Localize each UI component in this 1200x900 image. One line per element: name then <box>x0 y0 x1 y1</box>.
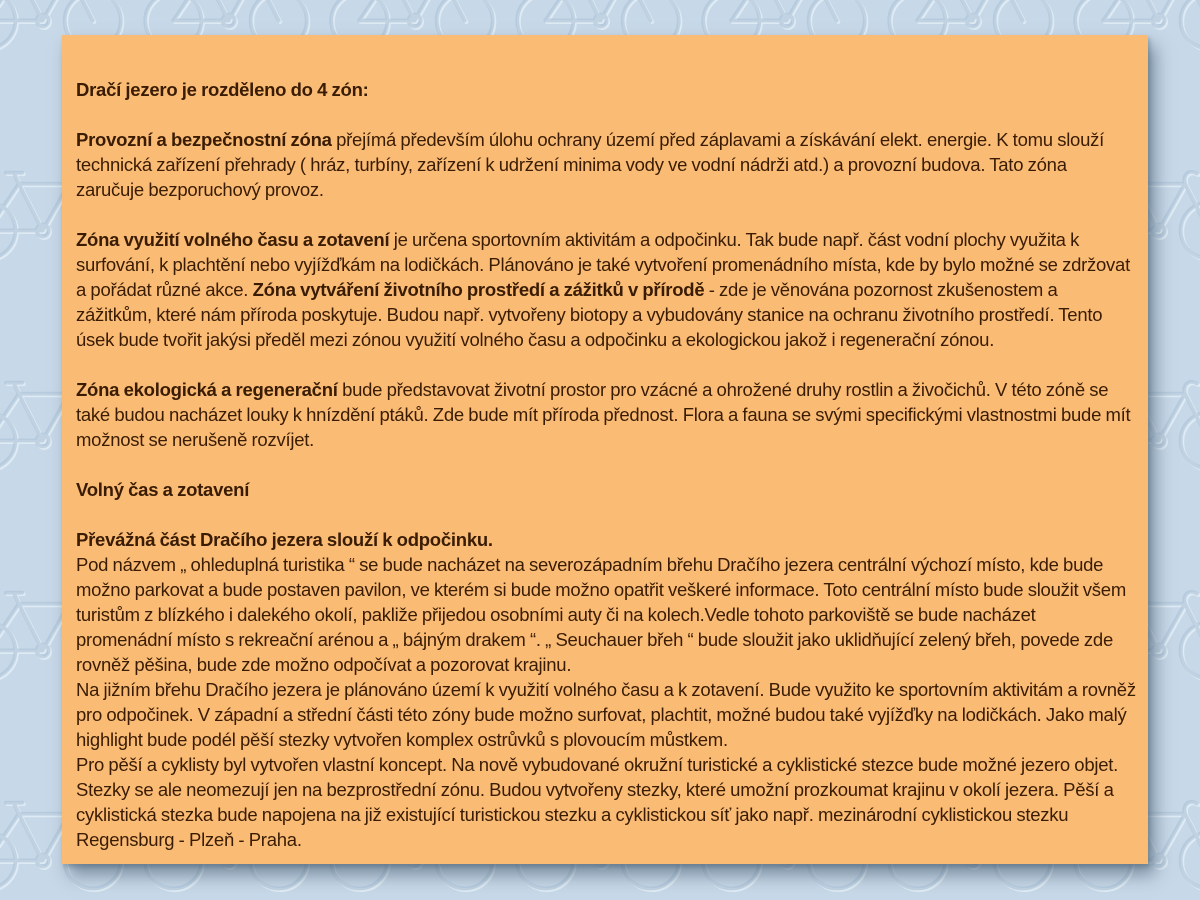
text-run: bude představovat životní prostor pro vzácné a ohrožené druhy rostlin a živočichů. V této zóně se také budou nacházet louky k hnízdění ptáků. Zde bude mít příroda přednost. Flora a fauna se svými specifickými vlastnostmi bude mít možnost se nerušeně rozvíjet. <box>76 379 1131 450</box>
paragraph <box>76 477 1136 502</box>
text-run: - zde je věnována pozornost zkušenostem a zážitkům, které nám příroda poskytuje. Budou např. vytvořeny biotopy a vybudovány stanice na ochranu životního prostředí. Tento úsek bude tvořit jakýsi předěl mezi zónou využití volného času a odpočinku a ekologickou jakož i regenerační zónou. <box>76 279 1103 350</box>
paragraph <box>76 752 1136 852</box>
blank-line <box>76 452 1136 477</box>
paragraph <box>76 377 1136 452</box>
paragraph <box>76 552 1136 677</box>
text-run: Pod názvem „ ohleduplná turistika “ se bude nacházet na severozápadním břehu Dračího jezera centrální výchozí místo, kde bude možno parkovat a bude postaven pavilon, ve kterém si bude možno opatřit veškeré informace. Toto centrální místo bude sloužit všem turistům z blízkého i dalekého okolí, pakliže přijedou osobními auty či na kolech.Vedle tohoto parkoviště se bude nacházet promenádní místo s rekreační arénou a „ bájným drakem “. „ Seuchauer břeh “ bude sloužit jako uklidňující zelený břeh, povede zde rovněž pěšina, bude zde možno odpočívat a pozorovat krajinu. <box>76 554 1126 675</box>
paragraph <box>76 227 1136 352</box>
blank-line <box>76 102 1136 127</box>
text-run: přejímá především úlohu ochrany území před záplavami a získávání elekt. energie. K tomu slouží technická zařízení přehrady ( hráz, turbíny, zařízení k udržení minima vody ve vodní nádrži atd.) a provozní budova. Tato zóna zaručuje bezporuchový provoz. <box>76 129 1105 200</box>
text-run: Volný čas a zotavení <box>76 479 250 500</box>
content-panel <box>62 35 1148 864</box>
paragraph <box>76 127 1136 202</box>
slide-text-content <box>76 77 1136 852</box>
blank-line <box>76 202 1136 227</box>
text-run: Dračí jezero je rozděleno do 4 zón: <box>76 79 369 100</box>
text-run: Na jižním břehu Dračího jezera je plánováno území k využití volného času a k zotavení. Bude využito ke sportovním aktivitám a rovněž pro odpočinek. V západní a střední části této zóny bude možno surfovat, plachtit, možné budou také vyjížďky na lodičkách. Jako malý highlight bude podél pěší stezky vytvořen komplex ostrůvků s plovoucím můstkem. <box>76 679 1136 750</box>
text-run: Zóna využití volného času a zotavení <box>76 229 394 250</box>
text-run: Převážná část Dračího jezera slouží k odpočinku. <box>76 529 493 550</box>
text-run: Zóna ekologická a regenerační <box>76 379 343 400</box>
text-run: Provozní a bezpečnostní zóna <box>76 129 337 150</box>
blank-line <box>76 502 1136 527</box>
paragraph <box>76 77 1136 102</box>
text-run: Pro pěší a cyklisty byl vytvořen vlastní koncept. Na nově vybudované okružní turistické a cyklistické stezce bude možné jezero objet. Stezky se ale neomezují jen na bezprostřední zónu. Budou vytvořeny stezky, které umožní prozkoumat krajinu v okolí jezera. Pěší a cyklistická stezka bude napojena na již existující turistickou stezku a cyklistickou síť jako např. mezinárodní cyklistickou stezku Regensburg - Plzeň - Praha. <box>76 754 1119 850</box>
paragraph <box>76 527 1136 552</box>
paragraph <box>76 677 1136 752</box>
blank-line <box>76 352 1136 377</box>
text-run: Zóna vytváření životního prostředí a zážitků v přírodě <box>252 279 705 300</box>
text-run: je určena sportovním aktivitám a odpočinku. Tak bude např. část vodní plochy využita k surfování, k plachtění nebo vyjížďkám na lodičkách. Plánováno je také vytvoření promenádního místa, kde by bylo možné se zdržovat a pořádat různé akce. <box>76 229 1130 300</box>
